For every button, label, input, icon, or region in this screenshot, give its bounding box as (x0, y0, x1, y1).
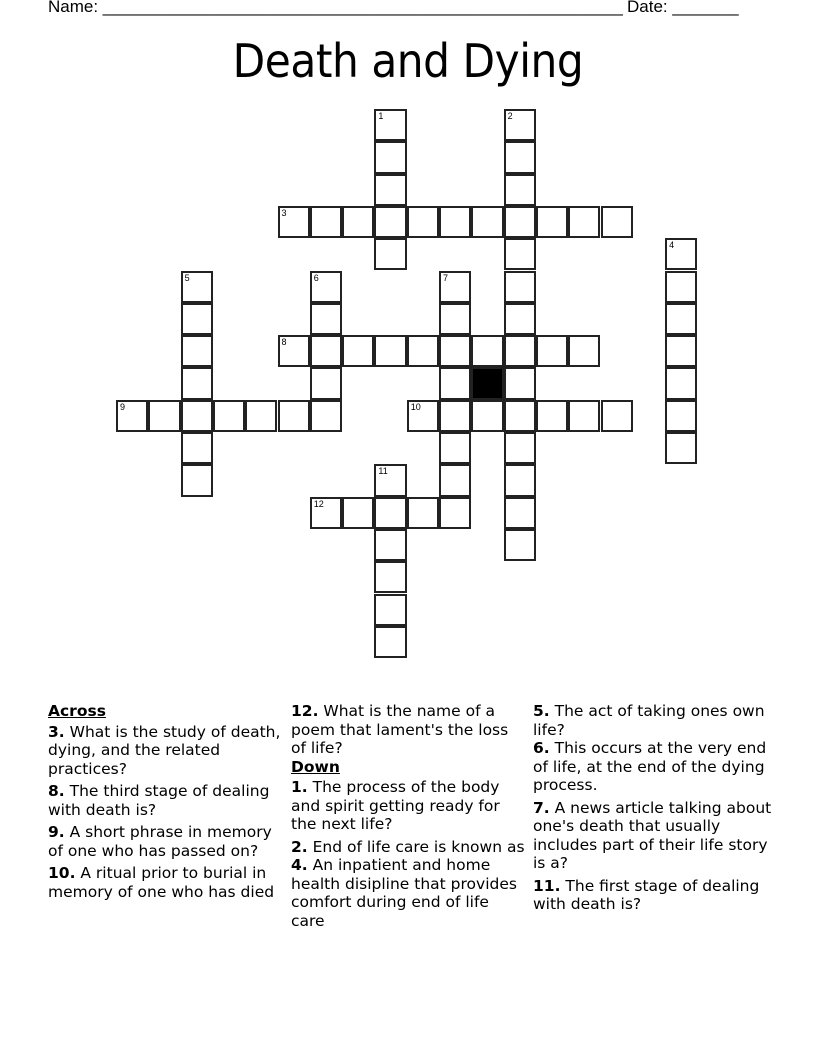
grid-cell[interactable] (374, 626, 406, 658)
clue-number: 10. (48, 864, 76, 882)
grid-cell[interactable] (374, 238, 406, 270)
grid-cell[interactable] (181, 271, 213, 303)
grid-cell[interactable] (374, 464, 406, 496)
cell-number: 5 (184, 272, 190, 283)
grid-cell[interactable] (374, 594, 406, 626)
name-field[interactable]: Name: _______________________________________________________ (48, 0, 623, 16)
clue-text: A ritual prior to burial in memory of one who has died (48, 864, 275, 901)
down-heading: Down (291, 757, 340, 776)
grid-cell[interactable] (601, 206, 633, 238)
grid-cell[interactable] (439, 206, 471, 238)
grid-cell[interactable] (504, 174, 536, 206)
grid-cell[interactable] (504, 464, 536, 496)
grid-cell[interactable] (148, 400, 180, 432)
grid-cell[interactable] (665, 367, 697, 399)
clue-text: What is the name of a poem that lament's the loss of life? (291, 702, 509, 757)
grid-cell[interactable] (504, 206, 536, 238)
grid-cell[interactable] (374, 174, 406, 206)
clues-column-2 (291, 702, 526, 934)
grid-cell[interactable] (504, 141, 536, 173)
grid-cell[interactable] (278, 206, 310, 238)
grid-cell[interactable] (536, 206, 568, 238)
grid-cell[interactable] (665, 238, 697, 270)
clue-down-1 (291, 778, 526, 834)
clue-across-8 (48, 782, 283, 819)
clue-down-11 (533, 877, 773, 914)
cell-number: 7 (443, 272, 449, 283)
grid-cell[interactable] (374, 529, 406, 561)
grid-cell[interactable] (278, 335, 310, 367)
date-field[interactable]: Date: _______ (627, 0, 739, 16)
grid-cell[interactable] (504, 367, 536, 399)
grid-cell[interactable] (665, 303, 697, 335)
clue-number: 5. (533, 702, 550, 720)
clue-number: 4. (291, 856, 308, 874)
clue-number: 9. (48, 823, 65, 841)
grid-cell[interactable] (536, 335, 568, 367)
grid-cell[interactable] (310, 367, 342, 399)
clue-across-3 (48, 723, 283, 779)
clue-number: 3. (48, 722, 65, 741)
grid-cell[interactable] (665, 271, 697, 303)
cell-number: 12 (313, 498, 324, 509)
grid-cell[interactable] (310, 335, 342, 367)
grid-cell[interactable] (310, 271, 342, 303)
clue-number: 6. (533, 739, 550, 757)
grid-cell[interactable] (181, 367, 213, 399)
grid-cell[interactable] (181, 432, 213, 464)
clue-number: 7. (533, 798, 550, 817)
grid-cell[interactable] (310, 303, 342, 335)
grid-cell[interactable] (439, 367, 471, 399)
grid-cell[interactable] (342, 497, 374, 529)
grid-cell[interactable] (439, 464, 471, 496)
crossword-grid (117, 110, 699, 660)
grid-cell[interactable] (116, 400, 148, 432)
grid-cell[interactable] (601, 400, 633, 432)
grid-cell[interactable] (504, 271, 536, 303)
clue-text: What is the study of death, dying, and the related practices? (48, 722, 281, 778)
grid-cell[interactable] (407, 335, 439, 367)
clue-across-12 (291, 702, 526, 758)
clue-across-9 (48, 823, 283, 860)
grid-cell[interactable] (407, 206, 439, 238)
grid-cell[interactable] (471, 206, 503, 238)
grid-cell[interactable] (310, 497, 342, 529)
grid-cell[interactable] (181, 303, 213, 335)
cell-number: 3 (281, 207, 287, 218)
grid-cell[interactable] (310, 206, 342, 238)
clue-text: End of life care is known as (312, 837, 525, 856)
clue-text: The first stage of dealing with death is? (533, 876, 760, 913)
grid-cell[interactable] (665, 335, 697, 367)
grid-cell[interactable] (471, 400, 503, 432)
cell-number: 10 (410, 401, 421, 412)
clue-number: 1. (291, 778, 308, 796)
grid-cell[interactable] (504, 238, 536, 270)
clue-text: The process of the body and spirit getting ready for the next life? (291, 778, 500, 833)
grid-cell[interactable] (665, 432, 697, 464)
grid-cell[interactable] (213, 400, 245, 432)
page-title: Death and Dying (232, 34, 584, 88)
clue-number: 11. (533, 876, 561, 895)
grid-cell[interactable] (504, 529, 536, 561)
clue-text: A news article talking about one's death that usually includes part of their life story is a? (533, 798, 772, 872)
grid-cell[interactable] (504, 335, 536, 367)
cell-number: 2 (507, 111, 513, 121)
grid-cell[interactable] (439, 335, 471, 367)
grid-cell[interactable] (374, 497, 406, 529)
grid-cell[interactable] (504, 400, 536, 432)
grid-cell[interactable] (504, 109, 536, 141)
grid-cell[interactable] (278, 400, 310, 432)
grid-cell[interactable] (504, 432, 536, 464)
clue-number: 8. (48, 782, 65, 800)
grid-cell[interactable] (374, 335, 406, 367)
cell-number: 9 (120, 401, 126, 412)
clue-down-2 (291, 838, 526, 857)
grid-cell[interactable] (374, 206, 406, 238)
cell-number: 11 (378, 466, 388, 477)
clue-down-5 (533, 702, 773, 739)
grid-cell[interactable] (407, 497, 439, 529)
clue-text: A short phrase in memory of one who has passed on? (48, 823, 272, 860)
grid-cell[interactable] (181, 400, 213, 432)
clue-text: The third stage of dealing with death is? (48, 782, 270, 819)
clues-column-3 (533, 702, 773, 918)
grid-cell[interactable] (342, 335, 374, 367)
grid-cell[interactable] (665, 400, 697, 432)
grid-cell[interactable] (310, 400, 342, 432)
grid-cell[interactable] (374, 109, 406, 141)
grid-cell[interactable] (439, 271, 471, 303)
black-cell (471, 367, 503, 399)
grid-cell[interactable] (245, 400, 277, 432)
cell-number: 4 (669, 240, 675, 251)
clue-text: An inpatient and home health disipline that provides comfort during end of life care (291, 856, 517, 930)
grid-cell[interactable] (374, 141, 406, 173)
grid-cell[interactable] (407, 400, 439, 432)
grid-cell[interactable] (568, 400, 600, 432)
grid-cell[interactable] (439, 303, 471, 335)
clue-text: This occurs at the very end of life, at the end of the dying process. (533, 739, 767, 794)
cell-number: 6 (313, 272, 319, 283)
grid-cell[interactable] (568, 206, 600, 238)
clue-down-7 (533, 799, 773, 873)
cell-number: 8 (281, 337, 287, 348)
grid-cell[interactable] (342, 206, 374, 238)
cell-number: 1 (378, 111, 384, 121)
grid-cell[interactable] (439, 497, 471, 529)
grid-cell[interactable] (568, 335, 600, 367)
clue-text: The act of taking ones own life? (533, 702, 765, 739)
grid-cell[interactable] (439, 400, 471, 432)
clue-down-6 (533, 739, 773, 795)
grid-cell[interactable] (181, 335, 213, 367)
clue-down-4 (291, 856, 526, 930)
grid-cell[interactable] (471, 335, 503, 367)
grid-cell[interactable] (181, 464, 213, 496)
clue-across-10 (48, 864, 283, 901)
clue-number: 12. (291, 702, 319, 720)
grid-cell[interactable] (374, 561, 406, 593)
grid-cell[interactable] (504, 303, 536, 335)
clues-column-1 (48, 702, 283, 905)
grid-cell[interactable] (536, 400, 568, 432)
grid-cell[interactable] (439, 432, 471, 464)
grid-cell[interactable] (504, 497, 536, 529)
clue-number: 2. (291, 837, 308, 856)
across-heading: Across (48, 702, 106, 720)
